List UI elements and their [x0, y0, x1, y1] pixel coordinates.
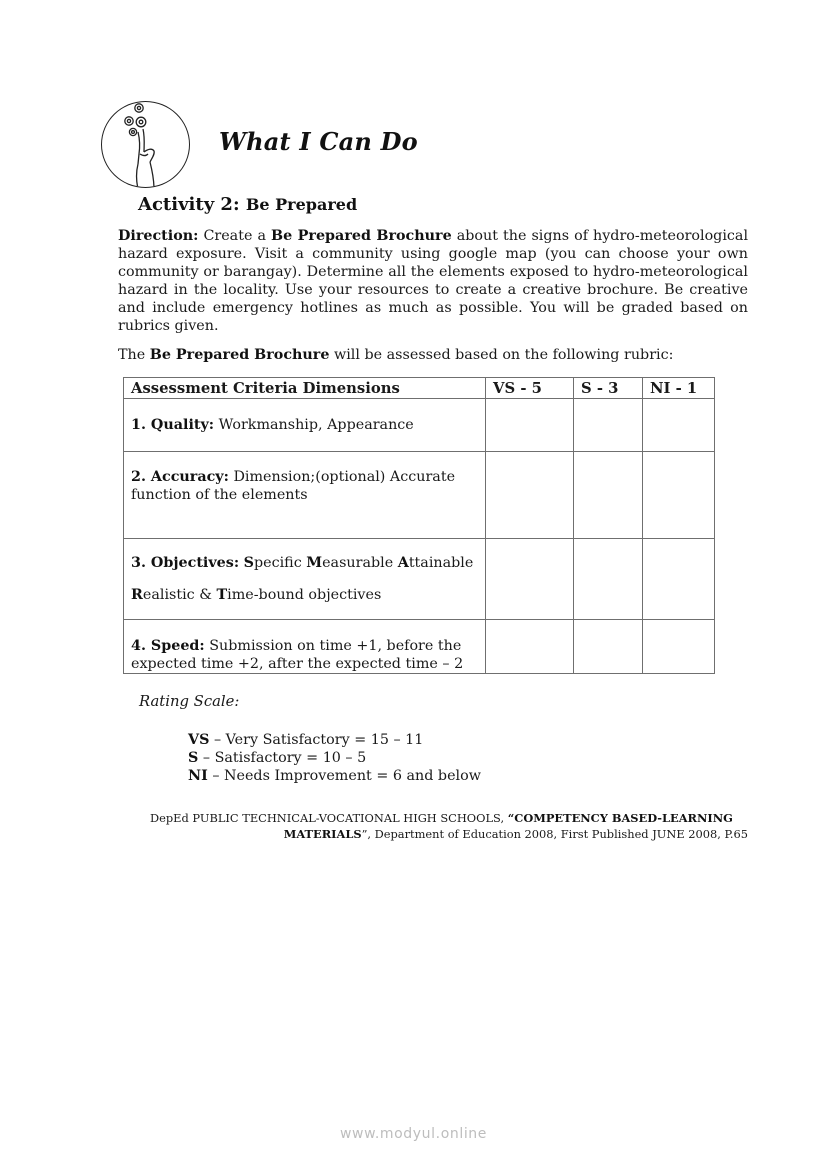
direction-text-2: about the signs of hydro-meteorological hazard exposure. Visit a community using google map (you can choose your own community or barangay). Determine all the elements exposed to hydro-meteorological hazard in the locality. Use your resources to create a creative brochure. Be creative and include emergency hotlines as much as possible. You will be graded based on rubrics given.	[118, 228, 749, 334]
smart-initial: R	[131, 587, 143, 603]
rating-scale-list	[188, 731, 481, 785]
criteria-objectives	[124, 539, 486, 620]
score-cell-ni	[643, 620, 715, 674]
score-cell-ni	[643, 399, 715, 452]
objectives-line-1	[131, 554, 478, 572]
header-ni: NI - 1	[643, 378, 715, 399]
intro-text-2: will be assessed based on the following rubric:	[334, 347, 674, 363]
header-vs: VS - 5	[486, 378, 574, 399]
list-item	[188, 767, 481, 785]
rating-desc: – Needs Improvement = 6 and below	[212, 768, 481, 784]
smart-word: ime-bound objectives	[227, 587, 382, 603]
score-cell-s	[574, 452, 643, 539]
table-row	[124, 539, 715, 620]
criteria-label: 3. Objectives:	[131, 555, 240, 571]
direction-text-1: Create a	[203, 228, 266, 244]
smart-initial: M	[306, 555, 323, 571]
criteria-label: 2. Accuracy:	[131, 469, 229, 485]
rating-desc: – Very Satisfactory = 15 – 11	[213, 732, 424, 748]
section-title: What I Can Do	[219, 127, 418, 156]
criteria-quality	[124, 399, 486, 452]
smart-word: easurable	[322, 555, 394, 571]
smart-word: ttainable	[408, 555, 474, 571]
criteria-speed	[124, 620, 486, 674]
section-logo	[101, 101, 190, 188]
criteria-text: Dimension;(optional) Accurate function of the elements	[131, 469, 456, 503]
list-item	[188, 731, 481, 749]
smart-initial: T	[216, 587, 228, 603]
objectives-line-2	[131, 587, 381, 603]
credit-bold: MATERIALS	[283, 827, 362, 841]
rating-desc: – Satisfactory = 10 – 5	[202, 750, 367, 766]
direction-brochure-name: Be Prepared Brochure	[271, 228, 452, 244]
list-item	[188, 749, 481, 767]
direction-paragraph	[118, 228, 748, 335]
rating-code: S	[188, 750, 199, 766]
table-row	[124, 399, 715, 452]
credit-text: DepEd PUBLIC TECHNICAL-VOCATIONAL HIGH SCHOOLS,	[150, 811, 505, 825]
criteria-label: 4. Speed:	[131, 638, 205, 654]
rating-scale-title: Rating Scale:	[139, 693, 240, 710]
hand-with-gears-icon	[102, 102, 190, 188]
criteria-text: Workmanship, Appearance	[218, 417, 414, 433]
criteria-text: Submission on time +1, before the expected time +2, after the expected time – 2	[131, 638, 464, 672]
table-row	[124, 452, 715, 539]
intro-brochure-name: Be Prepared Brochure	[149, 347, 330, 363]
rating-code: VS	[188, 732, 210, 748]
smart-word: pecific	[253, 555, 302, 571]
header-criteria: Assessment Criteria Dimensions	[124, 378, 486, 399]
score-cell-s	[574, 399, 643, 452]
table-row	[124, 620, 715, 674]
score-cell-s	[574, 539, 643, 620]
criteria-label: 1. Quality:	[131, 417, 215, 433]
credit-line-2	[284, 827, 748, 841]
smart-initial: A	[397, 555, 409, 571]
smart-word: ealistic &	[142, 587, 212, 603]
credit-bold: “COMPETENCY BASED-LEARNING	[507, 811, 733, 825]
criteria-accuracy	[124, 452, 486, 539]
score-cell-vs	[486, 539, 574, 620]
score-cell-ni	[643, 539, 715, 620]
header-s: S - 3	[574, 378, 643, 399]
smart-initial: S	[243, 555, 254, 571]
intro-text-1: The	[118, 347, 146, 363]
rubric-intro	[118, 346, 758, 364]
activity-name: Be Prepared	[245, 195, 358, 214]
credit-line-1	[150, 810, 748, 826]
score-cell-vs	[486, 620, 574, 674]
credit-text: ”, Department of Education 2008, First Published JUNE 2008, P.65	[361, 827, 748, 841]
rubric-header-row	[124, 378, 715, 399]
rubric-table	[123, 377, 715, 674]
activity-heading	[138, 194, 357, 215]
score-cell-vs	[486, 452, 574, 539]
score-cell-ni	[643, 452, 715, 539]
source-credit	[150, 810, 748, 842]
score-cell-s	[574, 620, 643, 674]
activity-label: Activity 2:	[138, 194, 240, 215]
direction-label: Direction:	[118, 228, 199, 244]
score-cell-vs	[486, 399, 574, 452]
rating-code: NI	[188, 768, 208, 784]
watermark: www.modyul.online	[339, 1126, 487, 1142]
